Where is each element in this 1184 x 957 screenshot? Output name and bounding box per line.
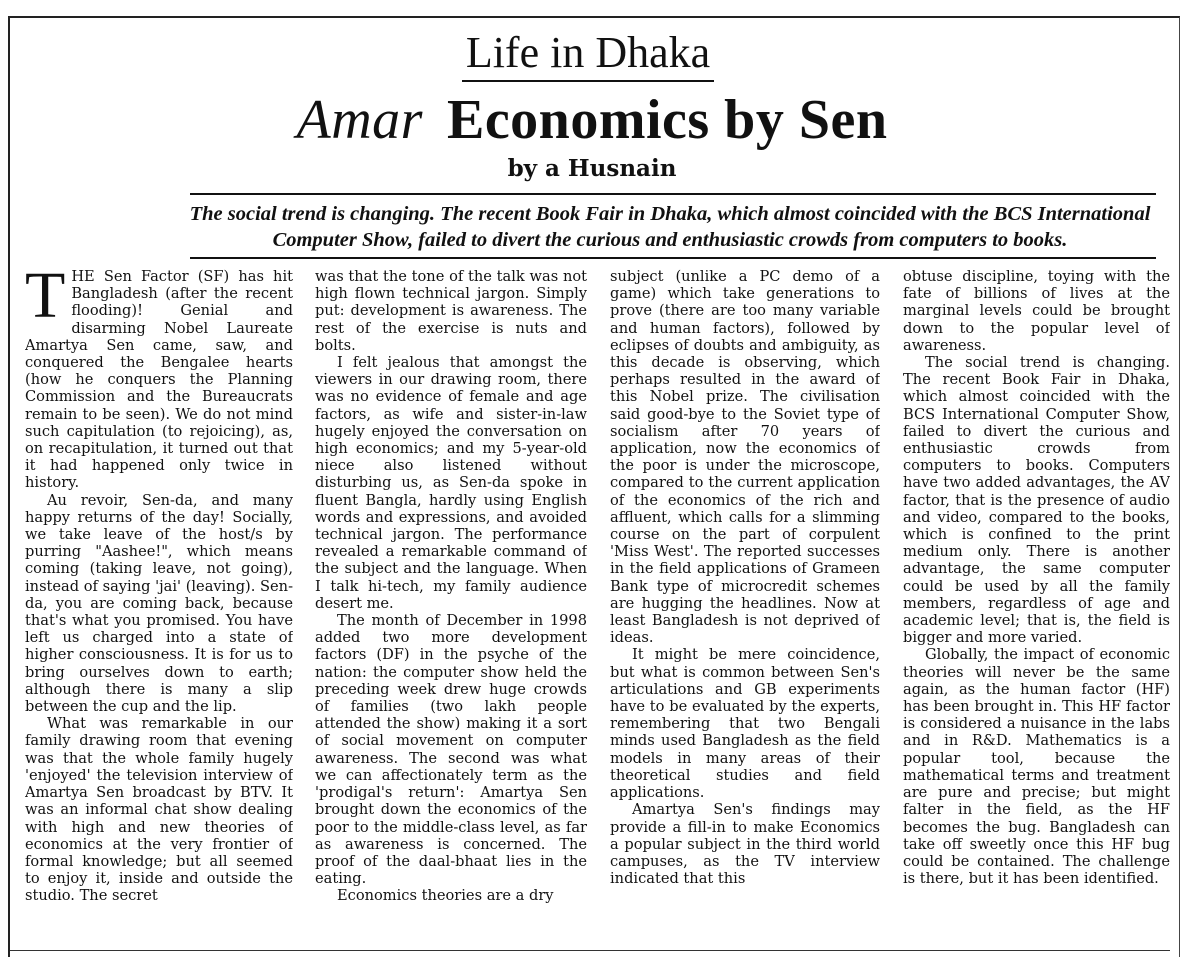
headline-italic-word: Amar — [296, 89, 423, 151]
column-1 — [25, 268, 293, 944]
headline — [0, 88, 1184, 152]
column-2 — [315, 268, 587, 944]
column-3 — [610, 268, 880, 944]
paragraph — [25, 268, 293, 492]
paragraph: was that the tone of the talk was not high flown technical jargon. Simply put: development is awareness. The rest of the exercise is nuts and bolts. — [315, 268, 587, 354]
paragraph: Amartya Sen's findings may provide a fill-in to make Economics a popular subject in the third world campuses, as the TV interview indicated that this — [610, 801, 880, 888]
paragraph: It might be mere coincidence, but what is common between Sen's articulations and GB experiments have to be evaluated by the experts, remembering that two Bengali minds used Bangladesh as the field models in many areas of their theoretical studies and field applications. — [610, 646, 880, 802]
column-4 — [903, 268, 1170, 944]
paragraph: subject (unlike a PC demo of a game) which take generations to prove (there are too many variable and human factors), followed by eclipses of doubts and ambiguity, as this decade is observing, which perhaps resulted in the award of this Nobel prize. The civilisation said good-bye to the Soviet type of socialism after 70 years of application, now the economics of the poor is under the microscope, compared to the current application of the economics of the rich and affluent, which calls for a slimming course on the part of corpulent 'Miss West'. The reported successes in the field applications of Grameen Bank type of microcredit schemes are hugging the headlines. Now at least Bangladesh is not deprived of ideas. — [610, 268, 880, 647]
paragraph: Au revoir, Sen-da, and many happy returns of the day! Socially, we take leave of the host/s by purring "Aashee!", which means coming (taking leave, not going), instead of saying 'jai' (leaving). Sen-da, you are coming back, because that's what you promised. You have left us charged into a state of higher consciousness. It is for us to bring ourselves down to earth; although there is many a slip between the cup and the lip. — [25, 491, 293, 716]
drop-cap: T — [25, 268, 66, 332]
top-rule — [190, 193, 1156, 195]
page-bottom-rule — [10, 950, 1170, 951]
paragraph: Globally, the impact of economic theories will never be the same again, as the human factor (HF) has been brought in. This HF factor is considered a nuisance in the labs and in R&D. Mathematics is a popular tool, because the mathematical terms and treatment are pure and precise; but might falter in the field, as the HF becomes the bug. Bangladesh can take off sweetly once this HF bug could be contained. The challenge is there, but it has been identified. — [903, 646, 1170, 888]
paragraph: What was remarkable in our family drawing room that evening was that the whole family hugely 'enjoyed' the television interview of Amartya Sen broadcast by BTV. It was an informal chat show dealing with high and new theories of economics at the very frontier of formal knowledge; but all seemed to enjoy it, inside and outside the studio. The secret — [25, 715, 293, 905]
kicker-text: Life in Dhaka — [462, 28, 714, 82]
standfirst: The social trend is changing. The recent Book Fair in Dhaka, which almost coincided with the BCS International Computer Show, failed to divert the curious and enthusiastic crowds from computers to books. — [189, 203, 1151, 251]
paragraph: I felt jealous that amongst the viewers in our drawing room, there was no evidence of female and age factors, as wife and sister-in-law hugely enjoyed the conversation on high economics; and my 5-year-old niece also listened without disturbing us, as Sen-da spoke in fluent Bangla, hardly using English words and expressions, and avoided technical jargon. The performance revealed a remarkable command of the subject and the language. When I talk hi-tech, my family audience desert me. — [315, 354, 587, 612]
headline-main-text: Economics by Sen — [446, 89, 888, 151]
section-kicker — [0, 28, 1184, 82]
byline: by a Husnain — [507, 155, 677, 182]
bottom-rule — [190, 257, 1156, 259]
paragraph: The month of December in 1998 added two more development factors (DF) in the psyche of the nation: the computer show held the preceding week drew huge crowds of families (two lakh people attended the show) making it a sort of social movement on computer awareness. The second was what we can affectionately term as the 'prodigal's return': Amartya Sen brought down the economics of the poor to the middle-class level, as far as awareness is concerned. The proof of the daal-bhaat lies in the eating. — [315, 612, 587, 888]
paragraph-text: HE Sen Factor (SF) has hit Bangladesh (after the recent flooding)! Genial and disarming Nobel Laureate Amartya Sen came, saw, and conquered the Bengalee hearts (how he conquers the Planning Commission and the Bureaucrats remain to be seen). We do not mind such capitulation (to rejoicing), as, on recapitulation, it turned out that it had happened only twice in history. — [25, 268, 293, 492]
paragraph: Economics theories are a dry — [337, 887, 554, 905]
paragraph: The social trend is changing. The recent Book Fair in Dhaka, which almost coincided with the BCS International Computer Show, failed to divert the curious and enthusiastic crowds from computers to books. Computers have two added advantages, the AV factor, that is the presence of audio and video, compared to the books, which is confined to the print medium only. There is another advantage, the same computer could be used by all the family members, regardless of age and academic level; that is, the field is bigger and more varied. — [903, 354, 1170, 647]
paragraph: obtuse discipline, toying with the fate of billions of lives at the marginal levels could be brought down to the popular level of awareness. — [903, 268, 1170, 354]
